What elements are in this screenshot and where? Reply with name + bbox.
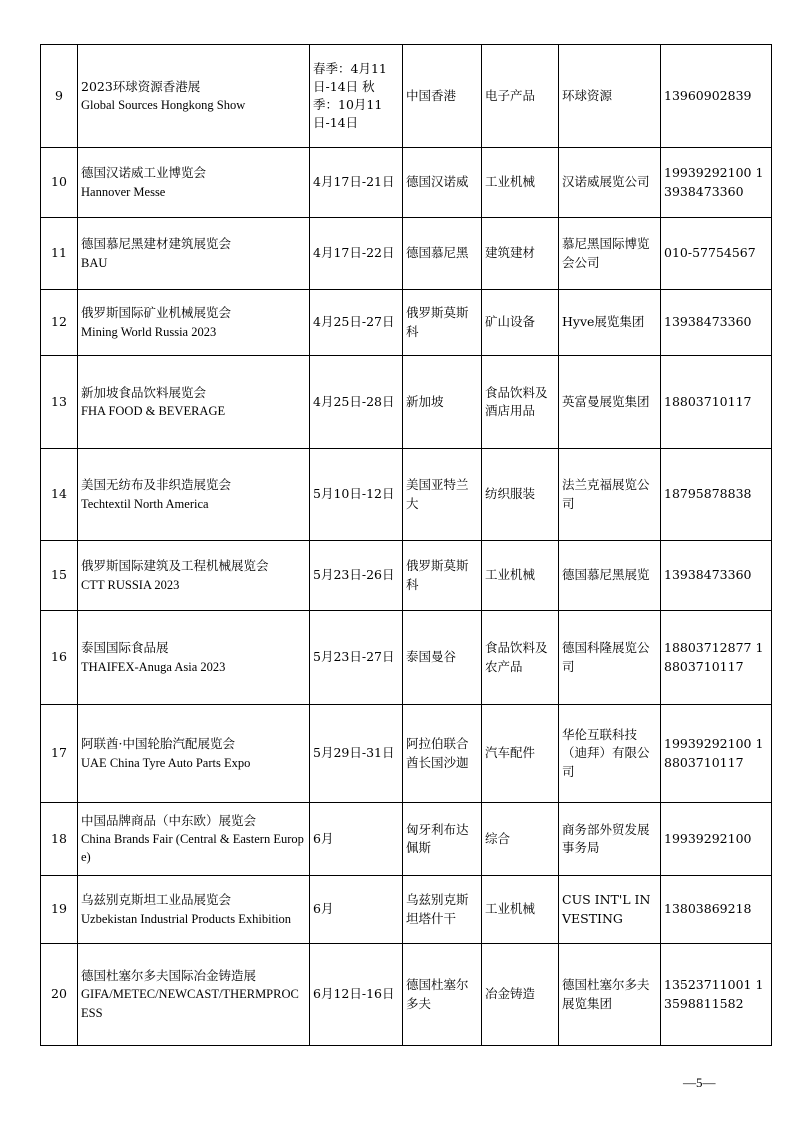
- exhibition-name-cn: 2023环球资源香港展: [81, 78, 201, 94]
- exhibition-organizer: 法兰克福展览公司: [559, 449, 661, 541]
- row-number: 12: [41, 290, 78, 356]
- exhibition-date: 5月23日-27日: [310, 611, 403, 705]
- exhibition-location: 俄罗斯莫斯科: [403, 541, 482, 611]
- exhibition-category: 电子产品: [482, 45, 559, 148]
- exhibition-name: [78, 449, 310, 541]
- exhibition-location: 德国杜塞尔多夫: [403, 944, 482, 1046]
- table-row: [41, 803, 772, 876]
- table-row: [41, 876, 772, 944]
- contact-phone: 18795878838: [661, 449, 772, 541]
- exhibition-date: 4月25日-27日: [310, 290, 403, 356]
- exhibition-category: 食品饮料及酒店用品: [482, 356, 559, 449]
- exhibition-name-en: Hannover Messe: [81, 184, 166, 199]
- exhibition-organizer: CUS INT'L INVESTING: [559, 876, 661, 944]
- exhibition-name-cn: 德国杜塞尔多夫国际冶金铸造展: [81, 968, 257, 984]
- contact-phone: 13523711001 13598811582: [661, 944, 772, 1046]
- exhibition-category: 综合: [482, 803, 559, 876]
- contact-phone: 010-57754567: [661, 218, 772, 290]
- exhibition-location: 乌兹别克斯坦塔什干: [403, 876, 482, 944]
- table-row: [41, 218, 772, 290]
- exhibition-name: [78, 705, 310, 803]
- exhibition-organizer: 商务部外贸发展事务局: [559, 803, 661, 876]
- exhibition-name-cn: 新加坡食品饮料展览会: [81, 384, 207, 400]
- exhibition-location: 德国汉诺威: [403, 148, 482, 218]
- table-row: [41, 611, 772, 705]
- row-number: 15: [41, 541, 78, 611]
- exhibition-date: 4月17日-22日: [310, 218, 403, 290]
- exhibition-name-en: China Brands Fair (Central & Eastern Europe): [81, 831, 304, 865]
- exhibition-category: 矿山设备: [482, 290, 559, 356]
- table-row: [41, 705, 772, 803]
- exhibition-name: [78, 45, 310, 148]
- exhibition-category: 食品饮料及农产品: [482, 611, 559, 705]
- exhibition-name-cn: 德国汉诺威工业博览会: [81, 165, 207, 181]
- exhibition-name: [78, 611, 310, 705]
- exhibition-category: 工业机械: [482, 876, 559, 944]
- exhibition-name: [78, 944, 310, 1046]
- exhibition-name-en: GIFA/METEC/NEWCAST/THERMPROCESS: [81, 987, 299, 1020]
- exhibition-name-en: FHA FOOD & BEVERAGE: [81, 404, 226, 418]
- exhibition-date: 4月17日-21日: [310, 148, 403, 218]
- exhibition-date: 6月: [310, 803, 403, 876]
- exhibition-name-cn: 阿联酋·中国轮胎汽配展览会: [81, 736, 235, 752]
- exhibition-name-en: CTT RUSSIA 2023: [81, 577, 180, 592]
- exhibition-date: 6月: [310, 876, 403, 944]
- exhibition-date: 5月10日-12日: [310, 449, 403, 541]
- contact-phone: 19939292100 13938473360: [661, 148, 772, 218]
- exhibition-name-cn: 德国慕尼黑建材建筑展览会: [81, 236, 232, 252]
- exhibition-category: 纺织服装: [482, 449, 559, 541]
- exhibition-category: 建筑建材: [482, 218, 559, 290]
- table-row: [41, 356, 772, 449]
- exhibition-organizer: 德国科隆展览公司: [559, 611, 661, 705]
- exhibition-date: 5月29日-31日: [310, 705, 403, 803]
- exhibition-name-en: Global Sources Hongkong Show: [81, 98, 246, 112]
- exhibition-name-en: Mining World Russia 2023: [81, 324, 217, 339]
- exhibition-name-cn: 俄罗斯国际建筑及工程机械展览会: [81, 558, 269, 574]
- exhibition-organizer: 华伦互联科技（迪拜）有限公司: [559, 705, 661, 803]
- exhibition-name: [78, 356, 310, 449]
- exhibition-organizer: 慕尼黑国际博览会公司: [559, 218, 661, 290]
- contact-phone: 13803869218: [661, 876, 772, 944]
- exhibition-location: 泰国曼谷: [403, 611, 482, 705]
- exhibition-organizer: Hyve展览集团: [559, 290, 661, 356]
- row-number: 10: [41, 148, 78, 218]
- exhibition-location: 中国香港: [403, 45, 482, 148]
- row-number: 20: [41, 944, 78, 1046]
- page-number: —5—: [683, 1075, 716, 1090]
- exhibition-name-en: Uzbekistan Industrial Products Exhibition: [81, 911, 292, 926]
- exhibition-name-cn: 中国品牌商品（中东欧）展览会: [81, 812, 257, 828]
- contact-phone: 13938473360: [661, 541, 772, 611]
- exhibition-name: [78, 218, 310, 290]
- exhibition-name-cn: 俄罗斯国际矿业机械展览会: [81, 305, 232, 321]
- exhibition-organizer: 环球资源: [559, 45, 661, 148]
- exhibition-location: 德国慕尼黑: [403, 218, 482, 290]
- table-row: [41, 541, 772, 611]
- row-number: 13: [41, 356, 78, 449]
- table-row: [41, 45, 772, 148]
- exhibition-category: 工业机械: [482, 541, 559, 611]
- exhibition-organizer: 德国杜塞尔多夫展览集团: [559, 944, 661, 1046]
- exhibition-name: [78, 290, 310, 356]
- contact-phone: 13960902839: [661, 45, 772, 148]
- table-row: [41, 449, 772, 541]
- exhibition-date: 春季：4月11日-14日 秋季：10月11日-14日: [310, 45, 403, 148]
- exhibition-location: 阿拉伯联合酋长国沙迦: [403, 705, 482, 803]
- row-number: 14: [41, 449, 78, 541]
- contact-phone: 13938473360: [661, 290, 772, 356]
- exhibition-name-cn: 美国无纺布及非织造展览会: [81, 477, 232, 493]
- exhibition-location: 美国亚特兰大: [403, 449, 482, 541]
- exhibition-date: 4月25日-28日: [310, 356, 403, 449]
- exhibition-location: 新加坡: [403, 356, 482, 449]
- exhibition-category: 工业机械: [482, 148, 559, 218]
- exhibition-date: 5月23日-26日: [310, 541, 403, 611]
- contact-phone: 19939292100 18803710117: [661, 705, 772, 803]
- exhibition-date: 6月12日-16日: [310, 944, 403, 1046]
- exhibition-name-en: Techtextil North America: [81, 496, 209, 511]
- table-row: [41, 290, 772, 356]
- exhibition-category: 冶金铸造: [482, 944, 559, 1046]
- exhibition-category: 汽车配件: [482, 705, 559, 803]
- exhibition-organizer: 德国慕尼黑展览: [559, 541, 661, 611]
- exhibition-name-cn: 乌兹别克斯坦工业品展览会: [81, 892, 232, 908]
- row-number: 18: [41, 803, 78, 876]
- row-number: 16: [41, 611, 78, 705]
- row-number: 19: [41, 876, 78, 944]
- contact-phone: 19939292100: [661, 803, 772, 876]
- exhibition-name-cn: 泰国国际食品展: [81, 640, 169, 656]
- exhibition-name: [78, 541, 310, 611]
- exhibition-organizer: 英富曼展览集团: [559, 356, 661, 449]
- exhibition-name: [78, 148, 310, 218]
- table-row: [41, 148, 772, 218]
- exhibition-location: 俄罗斯莫斯科: [403, 290, 482, 356]
- row-number: 9: [41, 45, 78, 148]
- exhibition-table: [40, 44, 772, 1046]
- exhibition-name-en: THAIFEX-Anuga Asia 2023: [81, 659, 226, 674]
- row-number: 17: [41, 705, 78, 803]
- exhibition-location: 匈牙利布达佩斯: [403, 803, 482, 876]
- exhibition-name: [78, 803, 310, 876]
- row-number: 11: [41, 218, 78, 290]
- contact-phone: 18803710117: [661, 356, 772, 449]
- exhibition-name-en: UAE China Tyre Auto Parts Expo: [81, 755, 251, 770]
- exhibition-name-en: BAU: [81, 255, 108, 270]
- table-row: [41, 944, 772, 1046]
- exhibition-organizer: 汉诺威展览公司: [559, 148, 661, 218]
- contact-phone: 18803712877 18803710117: [661, 611, 772, 705]
- exhibition-name: [78, 876, 310, 944]
